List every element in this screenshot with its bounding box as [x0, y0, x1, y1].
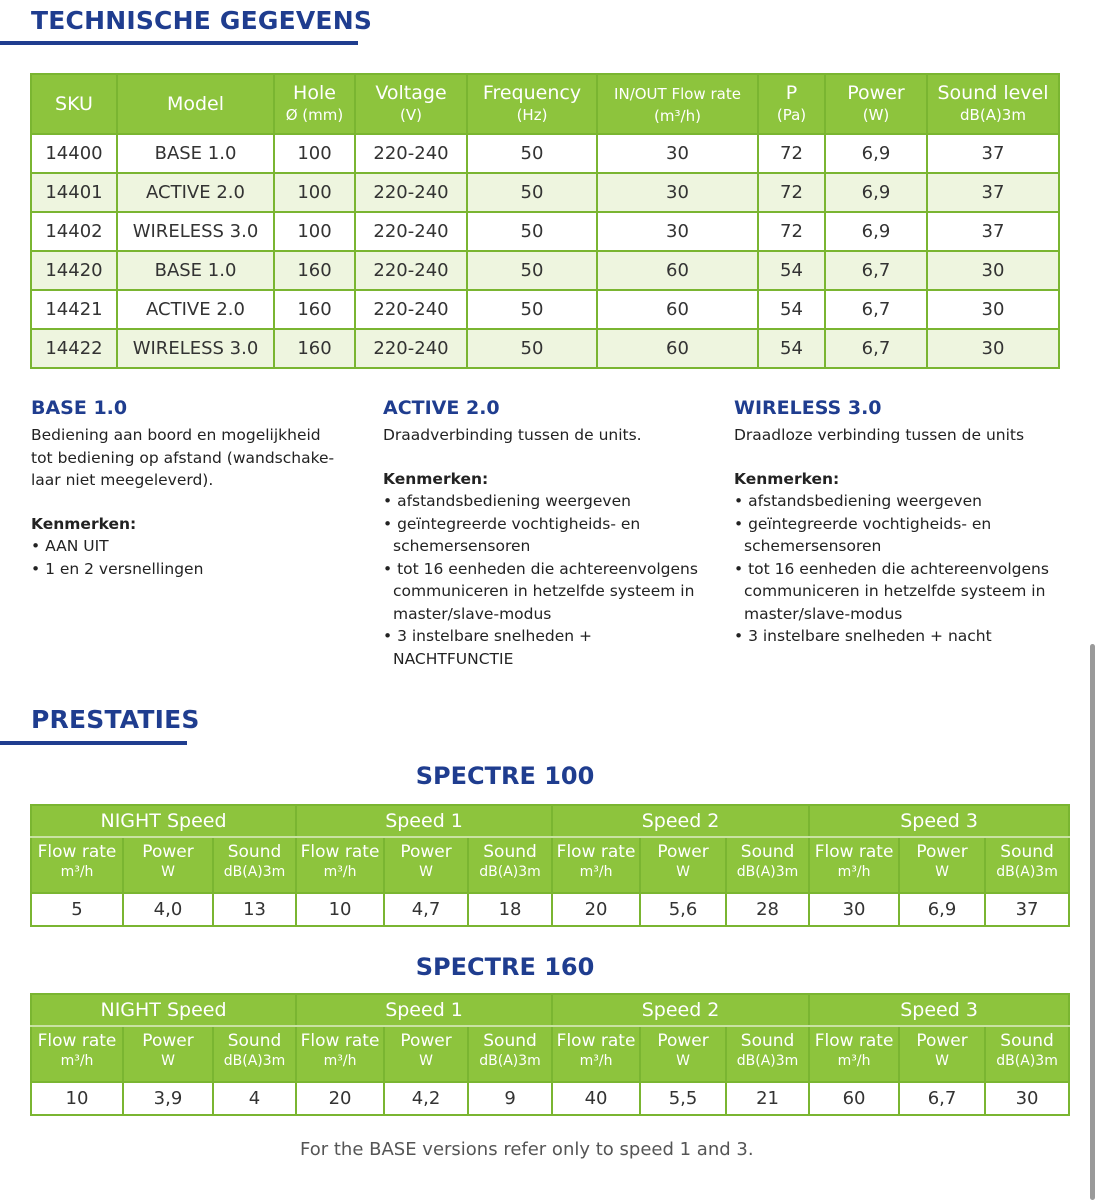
column-header: Power W [640, 1026, 726, 1082]
table-cell: 54 [758, 290, 825, 329]
table-cell: 30 [985, 1082, 1069, 1115]
column-header: Power W [899, 837, 985, 893]
table-cell: ACTIVE 2.0 [117, 290, 274, 329]
model-desc-wireless: Draadloze verbinding tussen de units Kenmerken: • afstandsbediening weergeven • geïntegreerde vochtigheids- en schemersensoren • tot 16 eenheden die achtereenvolgens communiceren in hetzelfde systeem in master/slave-modus • 3 instelbare snelheden + nacht [734, 424, 1054, 648]
table-cell: 14421 [31, 290, 117, 329]
table-cell: 6,7 [825, 251, 927, 290]
table-cell: BASE 1.0 [117, 134, 274, 173]
table-cell: 10 [31, 1082, 123, 1115]
header-flow-rate: IN/OUT Flow rate (m³/h) [597, 74, 758, 134]
table-cell: 160 [274, 251, 355, 290]
table-cell: 30 [927, 329, 1059, 368]
table-cell: 220-240 [355, 212, 467, 251]
table-cell: 37 [985, 893, 1069, 926]
speed-group-header: Speed 1 [296, 994, 552, 1026]
perf-table-spectre-160 [30, 993, 1070, 1116]
table-cell: 30 [927, 251, 1059, 290]
table-cell: 13 [213, 893, 296, 926]
table-cell: 40 [552, 1082, 640, 1115]
column-header: Sound dB(A)3m [985, 1026, 1069, 1082]
column-header: Sound dB(A)3m [726, 1026, 809, 1082]
table-cell: 100 [274, 173, 355, 212]
spec-table [30, 73, 1060, 369]
column-header: Flow rate m³/h [552, 837, 640, 893]
model-desc-base: Bediening aan boord en mogelijkheid tot bediening op afstand (wandschake-laar niet meegeleverd). Kenmerken: • AAN UIT • 1 en 2 versnellingen [31, 424, 341, 580]
table-cell: 4,7 [384, 893, 468, 926]
feature-list-active: • afstandsbediening weergeven • geïntegreerde vochtigheids- en schemersensoren • tot 16 eenheden die achtereenvolgens communiceren in hetzelfde systeem in master/slave-modus • 3 instelbare snelheden + NACHTFUNCTIE [383, 492, 698, 668]
column-header: Power W [384, 837, 468, 893]
table-cell: 50 [467, 251, 597, 290]
column-header: Sound dB(A)3m [213, 837, 296, 893]
table-cell: 6,9 [825, 173, 927, 212]
speed-group-header: Speed 3 [809, 805, 1069, 837]
column-header: Power W [384, 1026, 468, 1082]
speed-group-header: Speed 2 [552, 994, 809, 1026]
table-cell: 54 [758, 329, 825, 368]
scrollbar[interactable] [1090, 644, 1095, 1200]
column-header: Sound dB(A)3m [726, 837, 809, 893]
column-header: Flow rate m³/h [296, 837, 384, 893]
table-cell: 50 [467, 212, 597, 251]
table-cell: 72 [758, 134, 825, 173]
section-title-prestaties: PRESTATIES [31, 705, 200, 734]
table-cell: 5,6 [640, 893, 726, 926]
column-header: Sound dB(A)3m [213, 1026, 296, 1082]
model-desc-active: Draadverbinding tussen de units. Kenmerken: • afstandsbediening weergeven • geïntegreerde vochtigheids- en schemersensoren • tot 16 eenheden die achtereenvolgens communiceren in hetzelfde systeem in master/slave-modus • 3 instelbare snelheden + NACHTFUNCTIE [383, 424, 713, 670]
perf-title-spectre-160: SPECTRE 160 [415, 953, 595, 981]
table-cell: 60 [597, 290, 758, 329]
table-row [31, 329, 1059, 368]
table-cell: 50 [467, 329, 597, 368]
table-cell: 14400 [31, 134, 117, 173]
table-cell: 30 [597, 134, 758, 173]
header-frequency: Frequency (Hz) [467, 74, 597, 134]
feature-list-base: • AAN UIT • 1 en 2 versnellingen [31, 537, 204, 578]
speed-group-header: Speed 1 [296, 805, 552, 837]
table-row [31, 173, 1059, 212]
table-cell: 72 [758, 173, 825, 212]
table-cell: 220-240 [355, 173, 467, 212]
table-cell: 37 [927, 212, 1059, 251]
table-cell: 220-240 [355, 329, 467, 368]
column-header: Flow rate m³/h [552, 1026, 640, 1082]
table-row [31, 212, 1059, 251]
table-row [31, 134, 1059, 173]
header-model: Model [117, 74, 274, 134]
table-cell: 6,7 [825, 290, 927, 329]
table-row [31, 290, 1059, 329]
table-cell: 4 [213, 1082, 296, 1115]
perf-table-spectre-100 [30, 804, 1070, 927]
table-cell: 100 [274, 134, 355, 173]
column-header: Power W [123, 1026, 213, 1082]
table-cell: 60 [597, 329, 758, 368]
table-cell: 37 [927, 173, 1059, 212]
model-title-active: ACTIVE 2.0 [383, 397, 500, 419]
table-cell: 50 [467, 173, 597, 212]
table-cell: 100 [274, 212, 355, 251]
table-cell: 18 [468, 893, 552, 926]
column-header: Power W [899, 1026, 985, 1082]
model-title-base: BASE 1.0 [31, 397, 128, 419]
table-cell: 6,9 [899, 893, 985, 926]
table-row [31, 251, 1059, 290]
feature-list-wireless: • afstandsbediening weergeven • geïntegreerde vochtigheids- en schemersensoren • tot 16 eenheden die achtereenvolgens communiceren in hetzelfde systeem in master/slave-modus • 3 instelbare snelheden + nacht [734, 492, 1049, 645]
table-cell: WIRELESS 3.0 [117, 212, 274, 251]
table-cell: 6,9 [825, 134, 927, 173]
table-cell: 30 [927, 290, 1059, 329]
table-cell: 10 [296, 893, 384, 926]
table-cell: 14402 [31, 212, 117, 251]
table-cell: 50 [467, 290, 597, 329]
table-cell: 60 [597, 251, 758, 290]
column-header: Sound dB(A)3m [985, 837, 1069, 893]
table-cell: 220-240 [355, 251, 467, 290]
column-header: Sound dB(A)3m [468, 1026, 552, 1082]
speed-group-header: Speed 3 [809, 994, 1069, 1026]
speed-group-header: Speed 2 [552, 805, 809, 837]
column-header: Flow rate m³/h [296, 1026, 384, 1082]
table-cell: 30 [597, 173, 758, 212]
column-header: Power W [640, 837, 726, 893]
speed-group-header: NIGHT Speed [31, 805, 296, 837]
table-cell: 50 [467, 134, 597, 173]
perf-title-spectre-100: SPECTRE 100 [415, 762, 595, 790]
table-cell: 54 [758, 251, 825, 290]
header-voltage: Voltage (V) [355, 74, 467, 134]
table-cell: 20 [296, 1082, 384, 1115]
section-underline [0, 41, 358, 45]
table-cell: 14422 [31, 329, 117, 368]
table-cell: 14401 [31, 173, 117, 212]
table-cell: 6,9 [825, 212, 927, 251]
table-cell: 5 [31, 893, 123, 926]
table-row [31, 1082, 1069, 1115]
table-cell: 4,0 [123, 893, 213, 926]
table-cell: 21 [726, 1082, 809, 1115]
table-cell: WIRELESS 3.0 [117, 329, 274, 368]
table-cell: 37 [927, 134, 1059, 173]
table-cell: 14420 [31, 251, 117, 290]
table-cell: 60 [809, 1082, 899, 1115]
table-cell: 220-240 [355, 134, 467, 173]
section-title-technische-gegevens: TECHNISCHE GEGEVENS [31, 6, 373, 35]
table-cell: BASE 1.0 [117, 251, 274, 290]
table-cell: 160 [274, 290, 355, 329]
header-sound-level: Sound level dB(A)3m [927, 74, 1059, 134]
table-cell: 30 [809, 893, 899, 926]
table-cell: 3,9 [123, 1082, 213, 1115]
column-header: Sound dB(A)3m [468, 837, 552, 893]
table-cell: 220-240 [355, 290, 467, 329]
table-cell: ACTIVE 2.0 [117, 173, 274, 212]
table-row [31, 893, 1069, 926]
column-header: Flow rate m³/h [31, 1026, 123, 1082]
table-cell: 28 [726, 893, 809, 926]
table-cell: 30 [597, 212, 758, 251]
header-pressure: P (Pa) [758, 74, 825, 134]
table-cell: 20 [552, 893, 640, 926]
section-underline [0, 741, 187, 745]
footnote: For the BASE versions refer only to speed 1 and 3. [300, 1139, 754, 1160]
model-title-wireless: WIRELESS 3.0 [734, 397, 882, 419]
header-sku: SKU [31, 74, 117, 134]
table-cell: 9 [468, 1082, 552, 1115]
column-header: Flow rate m³/h [809, 1026, 899, 1082]
column-header: Flow rate m³/h [31, 837, 123, 893]
column-header: Flow rate m³/h [809, 837, 899, 893]
column-header: Power W [123, 837, 213, 893]
table-cell: 6,7 [825, 329, 927, 368]
table-cell: 6,7 [899, 1082, 985, 1115]
table-cell: 4,2 [384, 1082, 468, 1115]
table-cell: 72 [758, 212, 825, 251]
speed-group-header: NIGHT Speed [31, 994, 296, 1026]
table-cell: 160 [274, 329, 355, 368]
table-cell: 5,5 [640, 1082, 726, 1115]
header-power: Power (W) [825, 74, 927, 134]
header-hole: Hole Ø (mm) [274, 74, 355, 134]
